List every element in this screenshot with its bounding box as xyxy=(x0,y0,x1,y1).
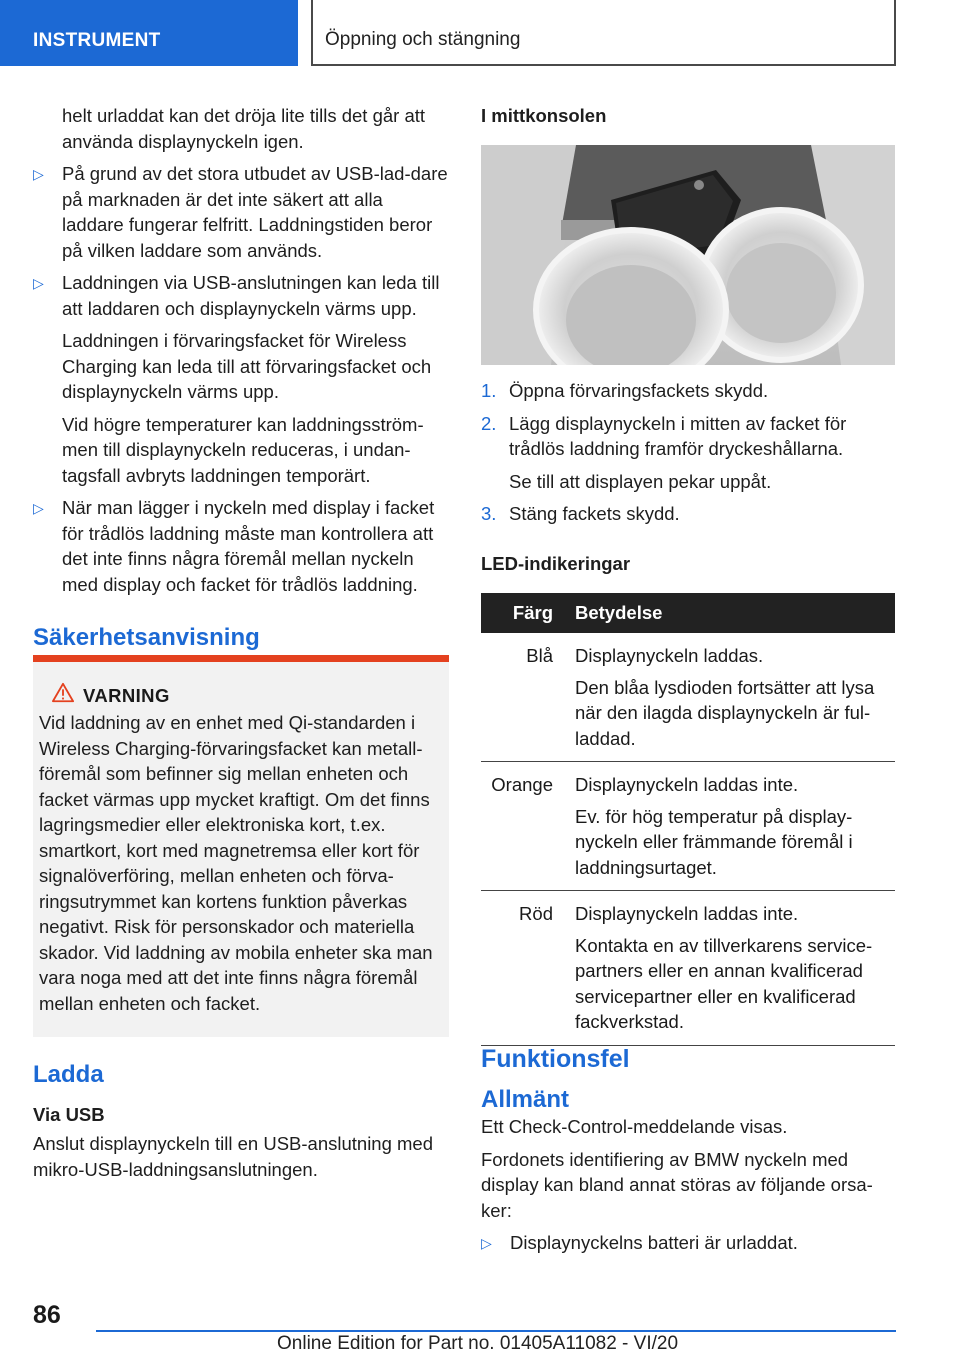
warning-text: Vid laddning av en enhet med Qi-standarden i Wireless Charging-förvaringsfacket kan metall-föremål som befinner sig mellan enheten och facket värmas upp mycket kraftigt. Om det finns lagringsmedier eller elektroniska kort, t.ex. smartkort, kort med magnetremsa eller kort för signalöverföring, mellan enheten och förva-ringsutrymmet kan kortens funktion påverkas negativt. Risk för personskador och materiella skador. Vid laddning av mobila enheter ska man vara noga med att det inte finns några föremål mellan enheten och facket. xyxy=(39,712,433,1014)
page-number: 86 xyxy=(33,1301,61,1329)
table-row xyxy=(481,891,895,1046)
warning-triangle-icon xyxy=(52,682,74,704)
list-item xyxy=(481,411,896,462)
left-column xyxy=(33,103,449,651)
triangle-bullet-icon: ▷ xyxy=(33,275,44,291)
footer-divider xyxy=(96,1330,896,1332)
general-subheading: Allmänt xyxy=(481,1085,570,1113)
footer-edition: Online Edition for Part no. 01405A11082 - VI/20 xyxy=(277,1333,679,1354)
list-item xyxy=(481,501,896,527)
step-number: 3. xyxy=(481,503,497,524)
paragraph: Laddningen i förvaringsfacket för Wireless Charging kan leda till att förvaringsfacket och displaynyckeln värms upp. xyxy=(62,330,432,402)
charge-heading: Ladda xyxy=(33,1061,104,1088)
list-item-text: Laddningen via USB-anslutningen kan leda till att laddaren och displaynyckeln värms upp. xyxy=(62,272,440,319)
led-color: Blå xyxy=(481,633,563,762)
step-text: Lägg displaynyckeln i mitten av facket för trådlös laddning framför dryckeshållarna. xyxy=(509,412,847,459)
list-item-text: Displaynyckelns batteri är urladdat. xyxy=(510,1232,798,1253)
usb-subheading: Via USB xyxy=(33,1103,105,1125)
led-color: Orange xyxy=(481,762,563,891)
step-number: 2. xyxy=(481,412,497,434)
table-row xyxy=(481,762,895,891)
malfunction-section xyxy=(481,1047,896,1263)
led-color: Röd xyxy=(481,891,563,1046)
led-meaning: Displaynyckeln laddas. xyxy=(575,645,764,666)
list-item xyxy=(481,1230,896,1256)
console-heading: I mittkonsolen xyxy=(481,105,607,126)
header-section-label: INSTRUMENT xyxy=(33,30,161,51)
led-table xyxy=(481,593,895,1046)
led-detail: Ev. för hög temperatur på display-nyckeln eller främmande föremål i laddningsurtaget. xyxy=(575,805,853,878)
step-number: 1. xyxy=(481,380,497,401)
column-header: Färg xyxy=(481,593,563,633)
paragraph: Vid högre temperaturer kan laddningsström-men till displaynyckeln reduceras, i undan-tagsfall avbryts laddningen temporärt. xyxy=(62,413,424,486)
led-heading: LED-indikeringar xyxy=(481,552,631,574)
right-column-top xyxy=(481,103,896,129)
list-item xyxy=(33,161,449,263)
step-note: Se till att displayen pekar uppåt. xyxy=(509,470,772,492)
led-meaning-cell xyxy=(563,891,895,1046)
list-item xyxy=(481,378,896,404)
list-item xyxy=(33,495,449,597)
list-item xyxy=(33,270,449,321)
header-section-tab xyxy=(0,0,298,66)
led-meaning: Displaynyckeln laddas inte. xyxy=(575,903,799,924)
continued-paragraph: helt urladdat kan det dröja lite tills det går att använda displaynyckeln igen. xyxy=(62,105,426,152)
table-row xyxy=(481,633,895,762)
led-meaning-cell xyxy=(563,633,895,762)
paragraph: Fordonets identifiering av BMW nyckeln med display kan bland annat störas av följande orsa-ker: xyxy=(481,1148,873,1221)
header-chapter-box xyxy=(311,0,896,66)
malfunction-heading: Funktionsfel xyxy=(481,1045,630,1073)
steps-list xyxy=(481,378,896,576)
step-text: Öppna förvaringsfackets skydd. xyxy=(509,380,769,401)
triangle-bullet-icon: ▷ xyxy=(33,166,44,182)
warning-title: VARNING xyxy=(83,685,170,706)
usb-paragraph: Anslut displaynyckeln till en USB-anslutning med mikro-USB-laddningsanslutningen. xyxy=(33,1133,434,1180)
led-meaning: Displaynyckeln laddas inte. xyxy=(575,774,799,795)
led-meaning-cell xyxy=(563,762,895,891)
warning-box xyxy=(33,655,449,1037)
center-console-image xyxy=(481,145,895,365)
charging-section xyxy=(33,1062,449,1182)
header-chapter-label: Öppning och stängning xyxy=(325,29,521,50)
step-text: Stäng fackets skydd. xyxy=(509,503,680,524)
triangle-bullet-icon: ▷ xyxy=(481,1235,492,1251)
list-item-text: När man lägger i nyckeln med display i facket för trådlös laddning måste man kontrollera att det inte finns några föremål mellan nyckeln med display och facket för trådlös laddning. xyxy=(62,497,435,595)
table-header-row xyxy=(481,593,895,633)
triangle-bullet-icon: ▷ xyxy=(33,500,44,516)
list-item-text: På grund av det stora utbudet av USB-lad-dare på marknaden är det inte säkert att alla laddare fungerar felfritt. Laddningstiden beror på vilken laddare som används. xyxy=(62,163,448,261)
column-header: Betydelse xyxy=(563,593,895,633)
warning-header xyxy=(39,682,443,710)
safety-heading: Säkerhetsanvisning xyxy=(33,624,260,651)
led-detail: Kontakta en av tillverkarens service-partners eller en annan kvalificerad servicepartner eller en kvalificerad fackverkstad. xyxy=(575,934,873,1032)
led-detail: Den blåa lysdioden fortsätter att lysa när den ilagda displaynyckeln är ful-laddad. xyxy=(575,676,875,749)
paragraph: Ett Check-Control-meddelande visas. xyxy=(481,1116,788,1137)
